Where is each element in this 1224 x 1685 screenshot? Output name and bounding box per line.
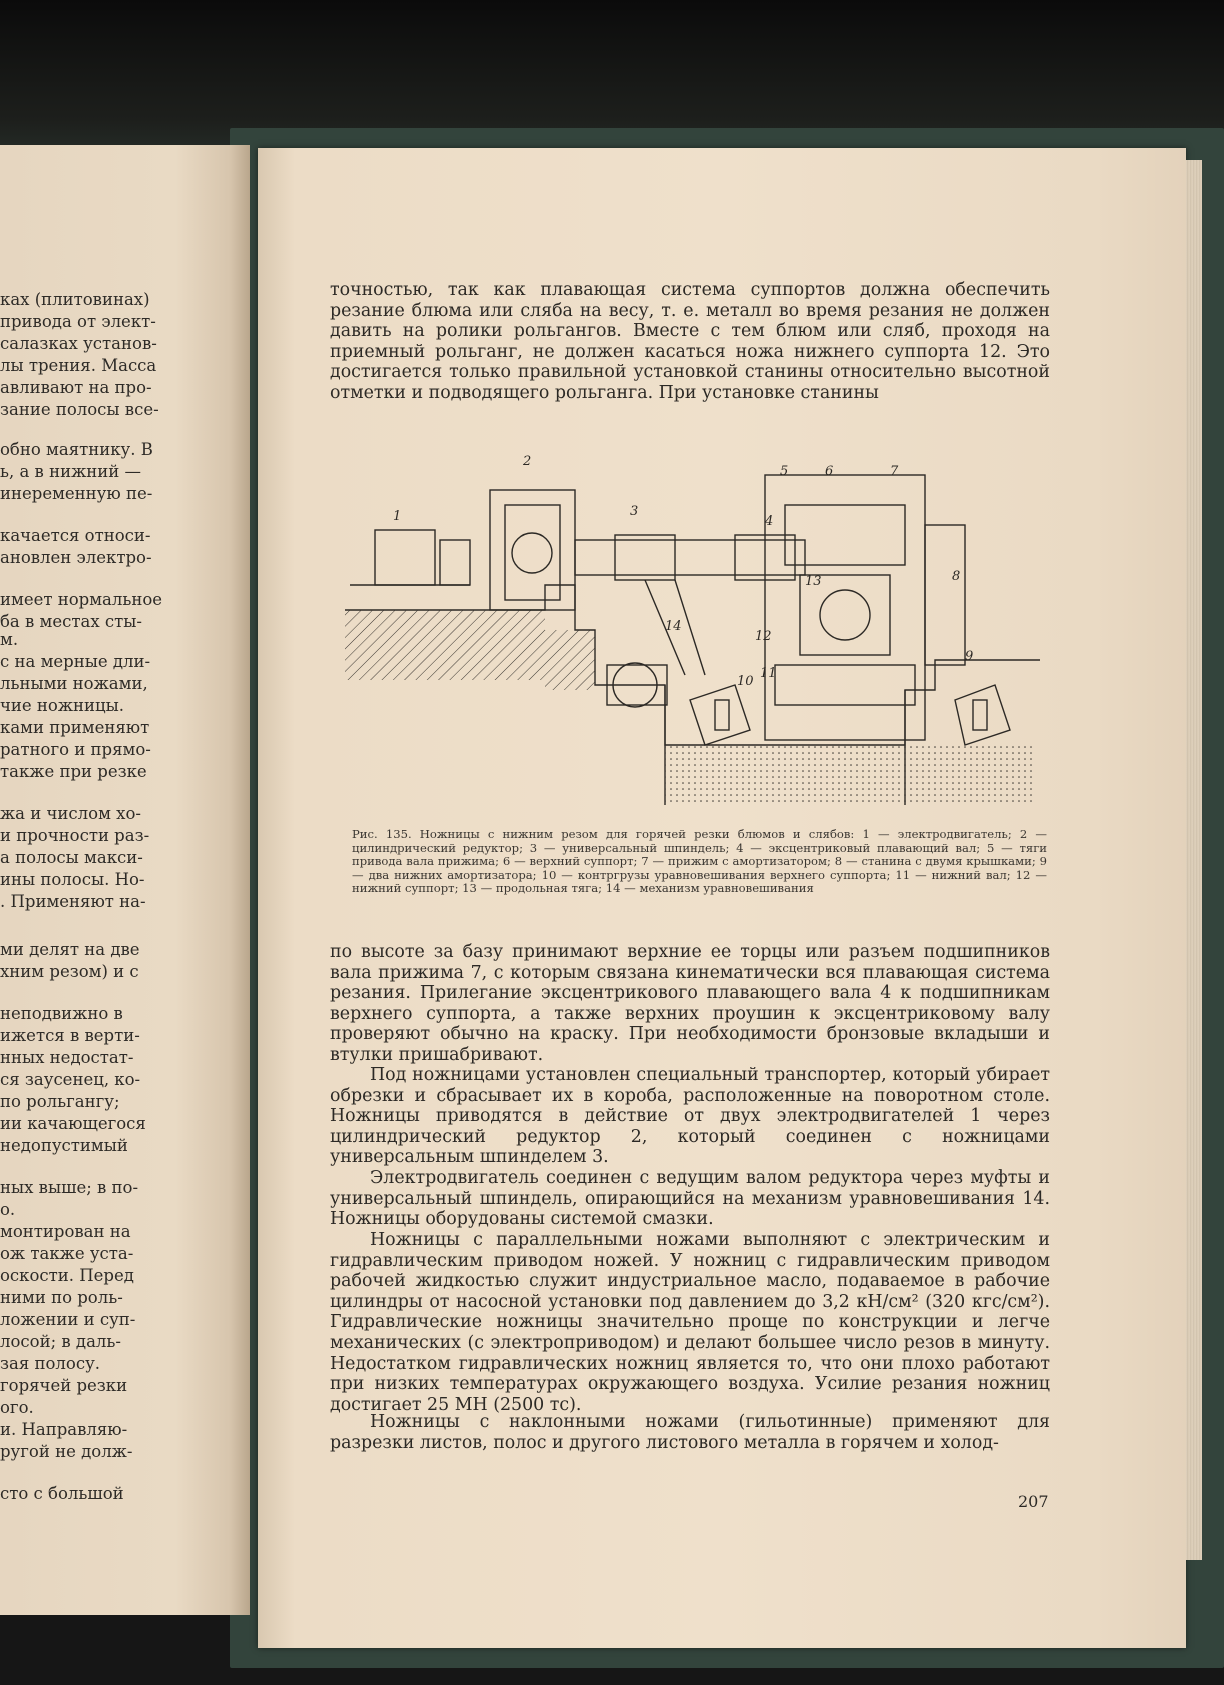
left-page-line: с на мерные дли- xyxy=(0,652,151,671)
figure-label-9: 9 xyxy=(965,649,974,664)
left-page-line: ины полосы. Но- xyxy=(0,870,145,889)
left-page-line: инеременную пе- xyxy=(0,484,153,503)
figure-label-2: 2 xyxy=(523,454,532,469)
left-page-line: лы трения. Масса xyxy=(0,356,157,375)
left-page-line: горячей резки xyxy=(0,1376,128,1395)
left-page-line: сто с большой xyxy=(0,1484,124,1503)
left-page-line: также при резке xyxy=(0,762,147,781)
figure-label-7: 7 xyxy=(890,464,899,479)
figure-caption: Рис. 135. Ножницы с нижним резом для горячей резки блюмов и слябов: 1 — электродвигатель; 2 — цилиндрический редуктор; 3 — универсальный шпиндель; 4 — эксцентриковый плавающий вал; 5 — тяги привода вала прижима; 6 — верхний суппорт; 7 — прижим с амортизатором; 8 — станина с двумя крышками; 9 — два нижних амортизатора; 10 — контргрузы уравновешивания верхнего суппорта; 11 — нижний вал; 12 — нижний суппорт; 13 — продольная тяга; 14 — механизм уравновешивания xyxy=(352,827,1047,896)
figure-label-11: 11 xyxy=(760,666,777,681)
paragraph-2: Под ножницами установлен специальный транспортер, который убирает обрезки и сбрасывает их в короба, расположенные на поворотном столе. Ножницы приводятся в действие от двух электродвигателей 1 через цилиндрический редуктор 2, который соединен с ножницами универсальным шпинделем 3. xyxy=(330,1065,1050,1168)
left-page-line: жа и числом хо- xyxy=(0,804,141,823)
figure-label-10: 10 xyxy=(737,674,754,689)
paragraph-1: по высоте за базу принимают верхние ее торцы или разъем подшипников вала прижима 7, с которым связана кинематически вся плавающая система резания. Прилегание эксцентрикового плавающего вала 4 к подшипникам верхнего суппорта, а также верхних проушин к эксцентриковому валу проверяют обычно на краску. При необходимости бронзовые вкладыши и втулки пришабривают. xyxy=(330,942,1050,1065)
figure-label-3: 3 xyxy=(630,504,639,519)
figure-label-1: 1 xyxy=(393,509,402,524)
paragraph-4: Ножницы с параллельными ножами выполняют с электрическим и гидравлическим приводом ножей. У ножниц с гидравлическим приводом рабочей жидкостью служит индустриальное масло, подаваемое в рабочие цилиндры от насосной установки под давлением до 3,2 кН/см² (320 кгс/см²). Гидравлические ножницы значительно проще по конструкции и легче механических (с электроприводом) и делают большее число резов в минуту. Недостатком гидравлических ножниц является то, что они плохо работают при низких температурах окружающего воздуха. Усилие резания ножниц достигает 25 МН (2500 тс). xyxy=(330,1230,1050,1415)
left-page-line: ратного и прямо- xyxy=(0,740,151,759)
left-page-line: льными ножами, xyxy=(0,674,148,693)
left-page-line: ановлен электро- xyxy=(0,548,152,567)
left-page-line: по рольгангу; xyxy=(0,1092,120,1111)
left-page-line: обно маятнику. В xyxy=(0,440,153,459)
left-page-line: ого. xyxy=(0,1398,34,1417)
left-page-line: зая полосу. xyxy=(0,1354,101,1373)
paragraph-3: Электродвигатель соединен с ведущим валом редуктора через муфты и универсальный шпиндель, опирающийся на механизм уравновешивания 14. Ножницы оборудованы системой смазки. xyxy=(330,1168,1050,1230)
figure-label-13: 13 xyxy=(805,574,822,589)
left-page-line: и прочности раз- xyxy=(0,826,150,845)
left-page-line: чие ножницы. xyxy=(0,696,125,715)
left-page-line: ба в местах сты- xyxy=(0,612,142,631)
left-page-line: монтирован на xyxy=(0,1222,131,1241)
top-paragraph: точностью, так как плавающая система суппортов должна обеспечить резание блюма или сляба на весу, т. е. металл во время резания не должен давить на ролики рольгангов. Вместе с тем блюм или сляб, проходя на приемный рольганг, не должен касаться ножа нижнего суппорта 12. Это достигается только правильной установкой станины относительно высотной отметки и подводящего рольганга. При установке станины xyxy=(330,280,1050,403)
left-page-line: ками применяют xyxy=(0,718,150,737)
figure-shears-drawing xyxy=(345,445,1040,815)
left-page-line: о. xyxy=(0,1200,16,1219)
left-page-line: имеет нормальное xyxy=(0,590,163,609)
left-page-line: ках (плитовинах) xyxy=(0,290,150,309)
left-page-line: ных выше; в по- xyxy=(0,1178,139,1197)
left-page-line: . Применяют на- xyxy=(0,892,146,911)
left-page-line: ож также уста- xyxy=(0,1244,134,1263)
left-page-line: качается относи- xyxy=(0,526,151,545)
figure-label-8: 8 xyxy=(952,569,961,584)
left-page-line: недопустимый xyxy=(0,1136,128,1155)
left-page-line: ь, а в нижний — xyxy=(0,462,141,481)
left-page-line: и. Направляю- xyxy=(0,1420,128,1439)
page-edges xyxy=(1186,160,1202,1560)
left-page xyxy=(0,145,250,1615)
figure-label-6: 6 xyxy=(825,464,834,479)
page-number: 207 xyxy=(1018,1492,1049,1511)
left-page-line: неподвижно в xyxy=(0,1004,123,1023)
left-page-line: лосой; в даль- xyxy=(0,1332,121,1351)
left-page-line: авливают на про- xyxy=(0,378,152,397)
left-page-line: ии качающегося xyxy=(0,1114,146,1133)
left-page-line: привода от элект- xyxy=(0,312,156,331)
left-page-line: нных недостат- xyxy=(0,1048,134,1067)
left-page-line: салазках установ- xyxy=(0,334,157,353)
left-page-line: ложении и суп- xyxy=(0,1310,136,1329)
figure-label-4: 4 xyxy=(765,514,774,529)
figure-label-12: 12 xyxy=(755,629,772,644)
left-page-line: ся заусенец, ко- xyxy=(0,1070,141,1089)
left-page-line: а полосы макси- xyxy=(0,848,143,867)
left-page-line: м. xyxy=(0,630,19,649)
figure-label-14: 14 xyxy=(665,619,682,634)
left-page-line: ми делят на две xyxy=(0,940,140,959)
left-page-line: ругой не долж- xyxy=(0,1442,133,1461)
figure-label-5: 5 xyxy=(780,464,789,479)
left-page-line: хним резом) и с xyxy=(0,962,139,981)
left-page-line: ними по роль- xyxy=(0,1288,123,1307)
paragraph-5: Ножницы с наклонными ножами (гильотинные) применяют для разрезки листов, полос и другого листового металла в горячем и холод- xyxy=(330,1412,1050,1453)
left-page-line: оскости. Перед xyxy=(0,1266,134,1285)
left-page-line: зание полосы все- xyxy=(0,400,159,419)
left-page-line: ижется в верти- xyxy=(0,1026,140,1045)
